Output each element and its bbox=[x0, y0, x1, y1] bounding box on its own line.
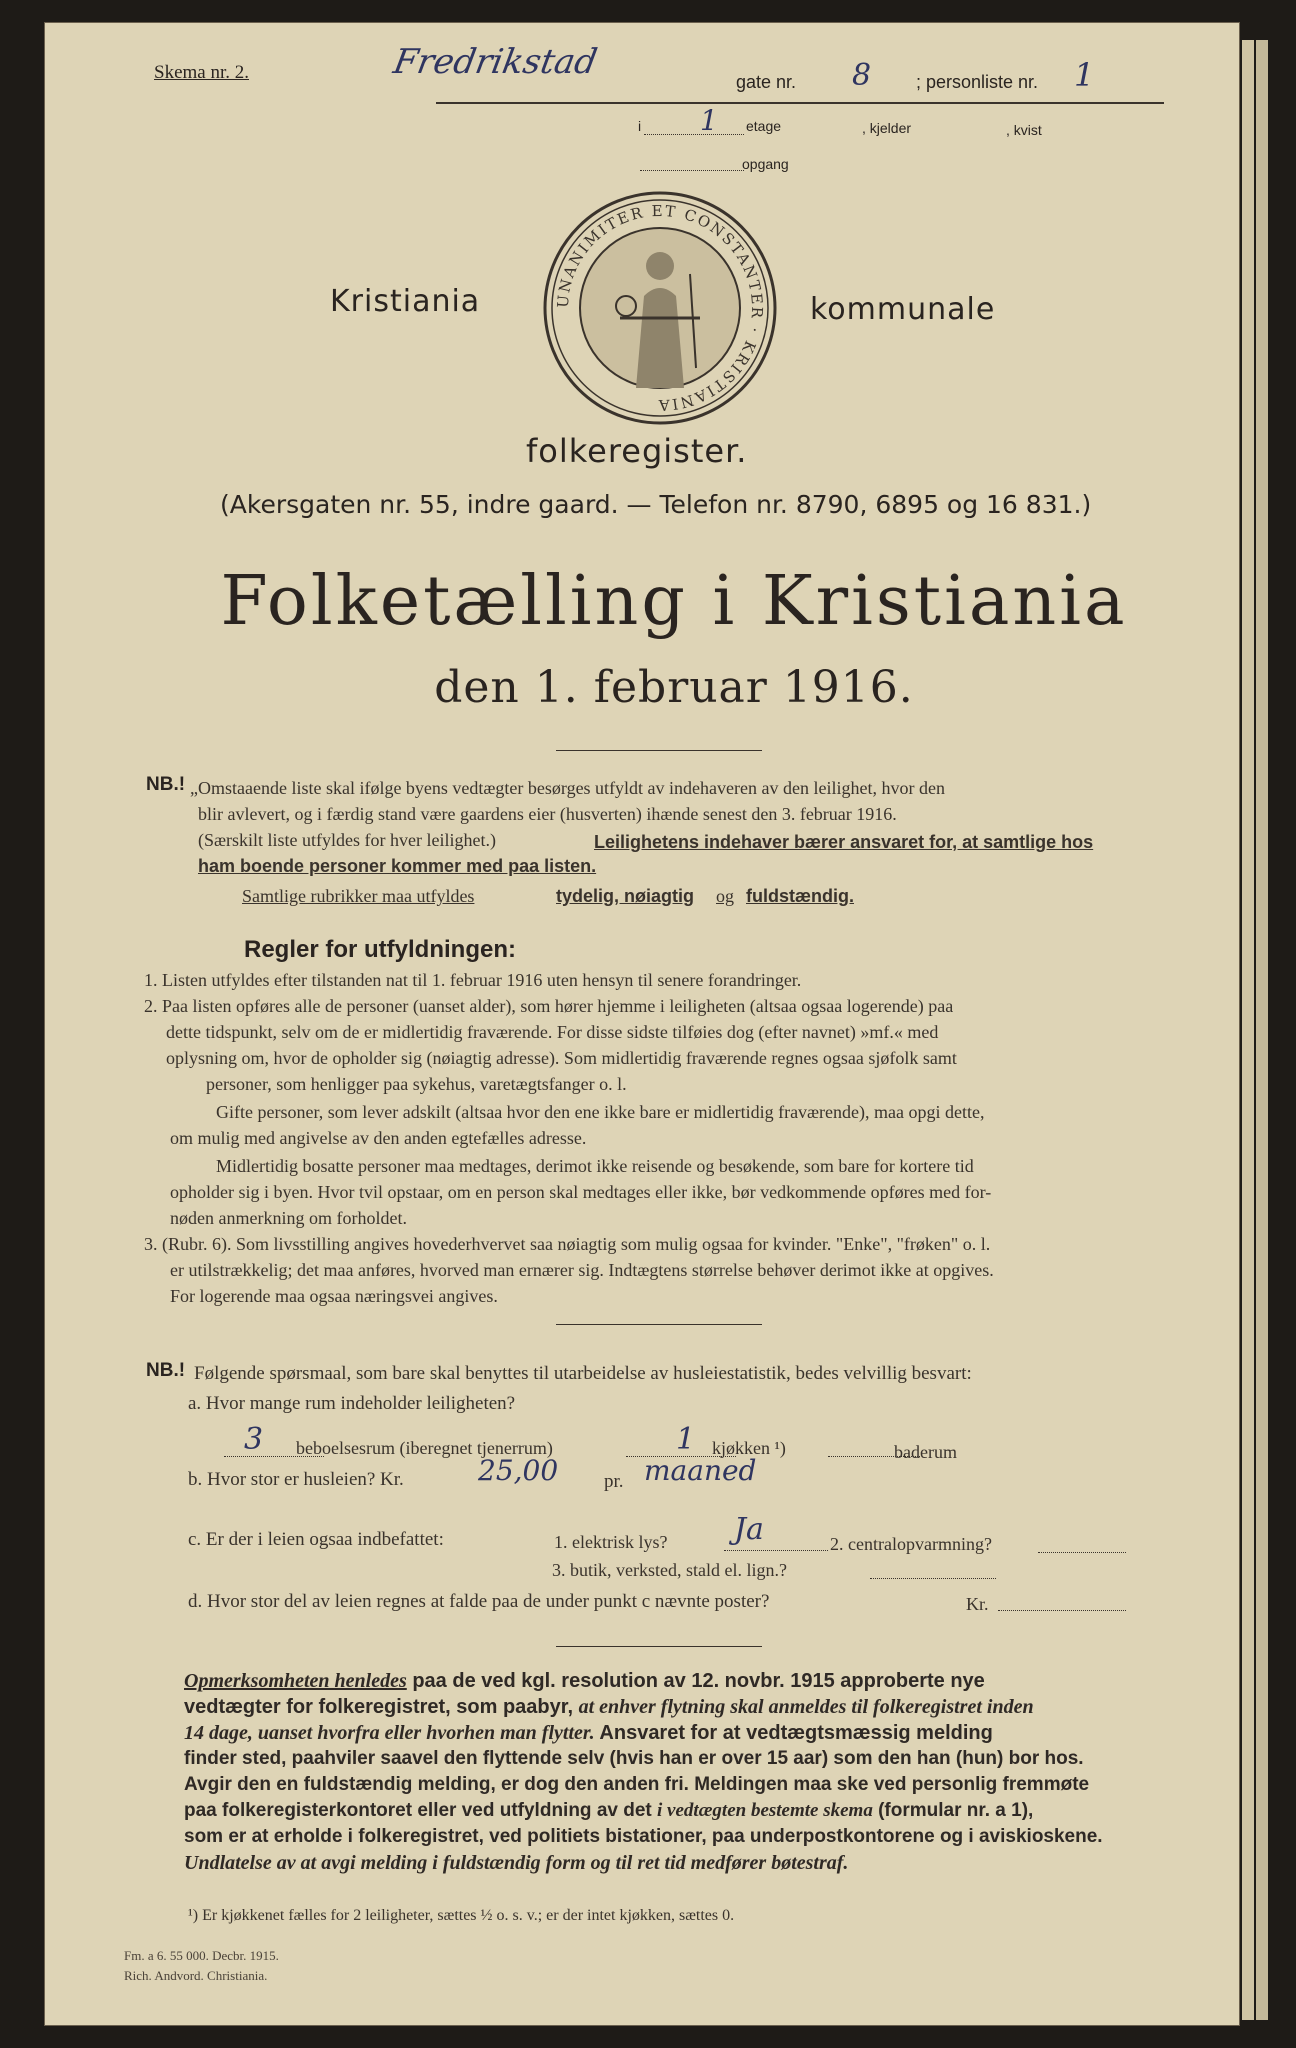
c3-line bbox=[870, 1578, 996, 1579]
address-line bbox=[436, 102, 1164, 104]
rule-3b: er utilstrækkelig; det maa anføres, hvorved man ernærer sig. Indtægtens størrelse behøver derimot ikke at opgives. bbox=[170, 1260, 994, 1280]
personliste-number: 1 bbox=[1074, 56, 1095, 94]
notice-1b: paa de ved kgl. resolution av 12. novbr. 1915 approberte nye bbox=[412, 1670, 985, 1692]
kitchen-value: 1 bbox=[676, 1422, 696, 1457]
c2-line bbox=[1038, 1552, 1126, 1553]
nb1-line-5b: tydelig, nøiagtig bbox=[556, 886, 694, 906]
rules-divider bbox=[556, 1324, 762, 1325]
notice-block bbox=[184, 1668, 1134, 1876]
c2-label: 2. centralopvarmning? bbox=[830, 1534, 992, 1554]
notice-6a: paa folkeregisterkontoret eller ved utfyldning av det bbox=[184, 1800, 652, 1821]
notice-1a: Opmerksomheten henledes bbox=[184, 1670, 407, 1692]
schema-label: Skema nr. 2. bbox=[154, 62, 249, 83]
questions-divider bbox=[556, 1646, 762, 1647]
floor-number: 1 bbox=[700, 104, 718, 137]
rule-2h: opholder sig i byen. Hvor tvil opstaar, om en person skal medtages eller ikke, bør vedkommende opføres med for- bbox=[170, 1182, 992, 1202]
d-line bbox=[998, 1610, 1126, 1611]
imprint-line-2: Rich. Andvord. Christiania. bbox=[124, 1968, 268, 1983]
question-d: d. Hvor stor del av leien regnes at falde paa de under punkt c nævnte poster? bbox=[188, 1591, 770, 1612]
rent-per-label: pr. bbox=[604, 1471, 624, 1492]
rent-period: maaned bbox=[644, 1454, 757, 1487]
notice-line-1 bbox=[184, 1668, 1134, 1694]
gate-number: 8 bbox=[852, 58, 872, 93]
rule-2f: om mulig med angivelse av den anden egtefælles adresse. bbox=[170, 1128, 587, 1148]
page-title: Folketælling i Kristiania bbox=[220, 562, 1128, 641]
rule-2i: nøden anmerkning om forholdet. bbox=[170, 1208, 407, 1228]
c1-label: 1. elektrisk lys? bbox=[554, 1532, 668, 1552]
kjelder-label: , kjelder bbox=[862, 120, 912, 136]
kitchen-label: kjøkken ¹) bbox=[712, 1438, 786, 1458]
notice-2b: at enhver flytning skal anmeldes til folkeregistret inden bbox=[578, 1696, 1034, 1718]
nb1-label: NB.! bbox=[146, 774, 186, 795]
page-subtitle: den 1. februar 1916. bbox=[434, 662, 914, 713]
notice-line-2 bbox=[184, 1694, 1134, 1720]
personliste-label: ; personliste nr. bbox=[916, 72, 1039, 92]
gate-label: gate nr. bbox=[736, 72, 797, 92]
office-line2: folkeregister. bbox=[526, 432, 748, 470]
question-a: a. Hvor mange rum indeholder leiligheten? bbox=[188, 1393, 516, 1414]
floor-line bbox=[644, 134, 744, 135]
rule-2a: 2. Paa listen opføres alle de personer (uanset alder), som hører hjemme i leiligheten (altsaa ogsaa logerende) paa bbox=[144, 996, 954, 1016]
rule-2e: Gifte personer, som lever adskilt (altsaa hvor den ene ikke bare er midlertidig fraværende), maa opgi dette, bbox=[216, 1102, 985, 1122]
street-handwritten: Fredrikstad bbox=[390, 42, 601, 82]
rule-3c: For logerende maa ogsaa næringsvei angives. bbox=[170, 1286, 498, 1306]
d-kr-label: Kr. bbox=[966, 1594, 989, 1614]
nb1-line-1: „Omstaaende liste skal ifølge byens vedtægter besørges utfyldt av indehaveren av den leilighet, hvor den bbox=[190, 778, 945, 798]
nb1-line-2: blir avlevert, og i færdig stand være gaardens eier (husverten) ihænde senest den 3. februar 1916. bbox=[198, 804, 897, 824]
rooms-label: beboelsesrum (iberegnet tjenerrum) bbox=[296, 1438, 553, 1458]
notice-3a: 14 dage, uanset hvorfra eller hvorhen man flytter. bbox=[184, 1722, 595, 1744]
notice-6c: (formular nr. a 1), bbox=[878, 1800, 1034, 1821]
office-address: (Akersgaten nr. 55, indre gaard. — Telefon nr. 8790, 6895 og 16 831.) bbox=[220, 490, 1092, 519]
census-form-sheet bbox=[44, 22, 1240, 2026]
bath-label: baderum bbox=[894, 1442, 957, 1462]
opgang-label: opgang bbox=[742, 156, 789, 172]
kvist-label: , kvist bbox=[1006, 122, 1042, 138]
etage-label: etage bbox=[746, 118, 782, 134]
imprint-line-1: Fm. a 6. 55 000. Decbr. 1915. bbox=[124, 1948, 279, 1963]
office-left: Kristiania bbox=[330, 284, 481, 319]
notice-line-4: finder sted, paahviler saavel den flyttende selv (hvis han er over 15 aar) som den han (hun) bor hos. bbox=[184, 1748, 1084, 1769]
c1-line bbox=[724, 1550, 828, 1551]
floor-i-label: i bbox=[638, 118, 642, 134]
page-edge-1 bbox=[1242, 40, 1254, 2020]
page-edge-2 bbox=[1256, 40, 1268, 2020]
office-right: kommunale bbox=[810, 292, 996, 327]
nb1-line-3a: (Særskilt liste utfyldes for hver leilighet.) bbox=[198, 830, 496, 850]
question-c: c. Er der i leien ogsaa indbefattet: bbox=[188, 1529, 444, 1550]
rent-value: 25,00 bbox=[478, 1454, 559, 1487]
notice-line-7: som er at erholde i folkeregistret, ved politiets bistationer, paa underpostkontorene og i aviskioskene. bbox=[184, 1826, 1103, 1847]
rule-3a: 3. (Rubr. 6). Som livsstilling angives hovederhvervet saa nøiagtig som mulig ogsaa for kvinder. "Enke", "frøken" o. l. bbox=[144, 1234, 991, 1254]
notice-line-8: Undlatelse av at avgi melding i fuldstændig form og til ret tid medfører bøtestraf. bbox=[184, 1852, 849, 1874]
notice-line-6 bbox=[184, 1798, 1134, 1824]
c3-label: 3. butik, verksted, stald el. lign.? bbox=[552, 1560, 787, 1580]
kristiania-seal bbox=[540, 188, 780, 428]
nb2-label: NB.! bbox=[146, 1360, 186, 1381]
title-divider bbox=[556, 750, 762, 751]
nb2-intro: Følgende spørsmaal, som bare skal benyttes til utarbeidelse av husleiestatistik, bedes velvillig besvart: bbox=[194, 1363, 972, 1384]
opgang-line bbox=[640, 170, 744, 171]
notice-3b: Ansvaret for at vedtægtsmæssig melding bbox=[599, 1722, 993, 1744]
rooms-value: 3 bbox=[244, 1422, 264, 1457]
notice-line-3 bbox=[184, 1720, 1134, 1746]
footnote: ¹) Er kjøkkenet fælles for 2 leiligheter, sættes ½ o. s. v.; er der intet kjøkken, sættes 0. bbox=[188, 1907, 735, 1924]
nb1-line-4: ham boende personer kommer med paa listen. bbox=[198, 856, 597, 876]
rule-2d: personer, som henligger paa sykehus, varetægtsfanger o. l. bbox=[206, 1074, 627, 1094]
rule-1: 1. Listen utfyldes efter tilstanden nat til 1. februar 1916 uten hensyn til senere forandringer. bbox=[144, 970, 802, 990]
rule-2b: dette tidspunkt, selv om de er midlertidig fraværende. For disse sidste tilføies dog (efter navnet) »mf.« med bbox=[166, 1022, 939, 1042]
c1-value: Ja bbox=[734, 1512, 764, 1547]
nb1-line-5d: fuldstændig. bbox=[746, 886, 854, 906]
notice-line-5: Avgir den en fuldstændig melding, er dog den anden fri. Meldingen maa ske ved personlig fremmøte bbox=[184, 1774, 1090, 1795]
notice-2a: vedtægter for folkeregistret, som paabyr, bbox=[184, 1696, 574, 1718]
nb1-line-5c: og bbox=[716, 886, 734, 906]
seal-ring-text: UNANIMITER ET CONSTANTER · KRISTIANIA bbox=[553, 201, 767, 415]
rules-heading: Regler for utfyldningen: bbox=[244, 936, 516, 963]
notice-6b: i vedtægten bestemte skema bbox=[657, 1800, 873, 1821]
rule-2c: oplysning om, hvor de opholder sig (nøiagtig adresse). Som midlertidig fraværende regnes ogsaa sjøfolk samt bbox=[166, 1048, 957, 1068]
question-b: b. Hvor stor er husleien? Kr. bbox=[188, 1469, 404, 1490]
rule-2g: Midlertidig bosatte personer maa medtages, derimot ikke reisende og besøkende, som bare for kortere tid bbox=[216, 1156, 974, 1176]
nb1-line-5a: Samtlige rubrikker maa utfyldes bbox=[242, 886, 475, 906]
nb1-line-3b: Leilighetens indehaver bærer ansvaret for, at samtlige hos bbox=[594, 832, 1094, 852]
